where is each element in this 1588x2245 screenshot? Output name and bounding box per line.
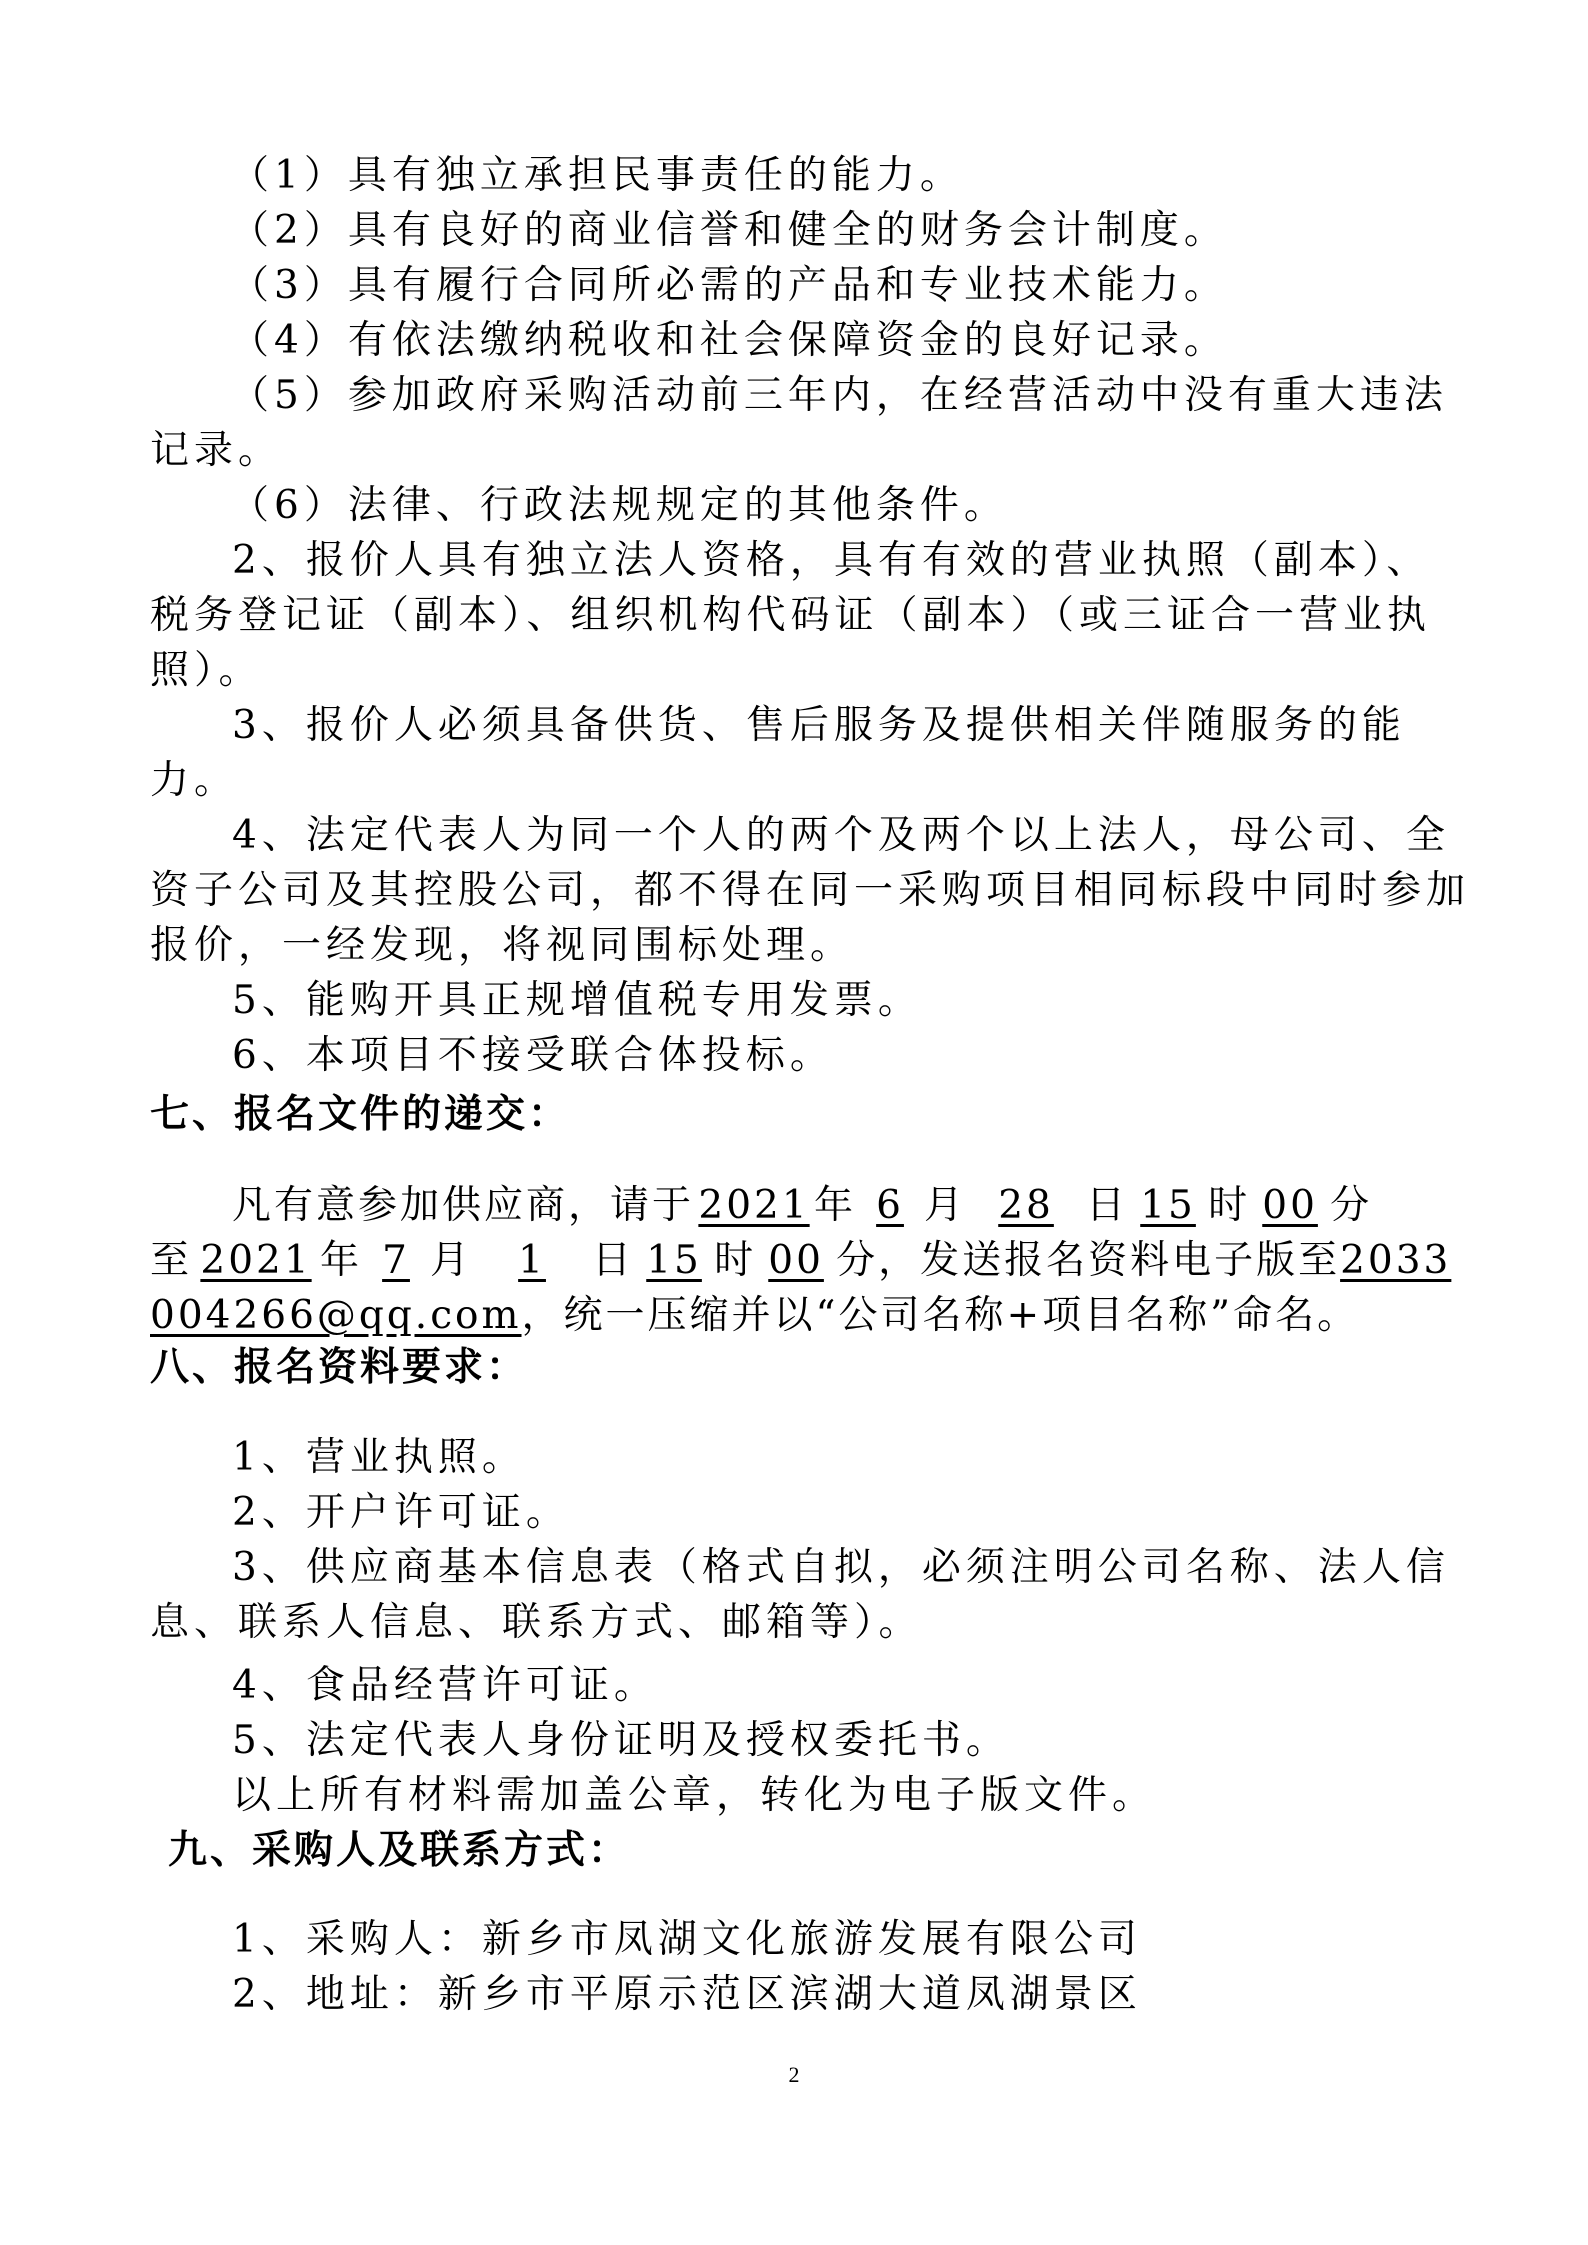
end-hour: 15: [646, 1238, 702, 1283]
item-4-line-2: 资子公司及其控股公司，都不得在同一采购项目相同标段中同时参加: [150, 868, 1471, 913]
hour-label-2: 时: [714, 1238, 757, 1283]
month-label: 月: [924, 1183, 967, 1228]
sec7-tail: ，统一压缩并以“公司名称+项目名称”命名。: [521, 1293, 1360, 1338]
req-note: 以上所有材料需加盖公章，转化为电子版文件。: [232, 1773, 1157, 1818]
day-label-2: 日: [592, 1238, 635, 1283]
qual-3: （3）具有履行合同所必需的产品和专业技术能力。: [230, 263, 1228, 308]
qual-4: （4）有依法缴纳税收和社会保障资金的良好记录。: [230, 318, 1228, 363]
end-year: 2021: [200, 1238, 312, 1283]
start-minute: 00: [1262, 1183, 1318, 1228]
end-month: 7: [382, 1238, 410, 1283]
month-label-2: 月: [430, 1238, 473, 1283]
req-3-line-2: 息、联系人信息、联系方式、邮箱等）。: [150, 1600, 923, 1645]
page-number: 2: [788, 2062, 800, 2087]
sec7-line-3: [0, 1288, 1588, 1344]
contact-1: 1、采购人：新乡市凤湖文化旅游发展有限公司: [232, 1917, 1142, 1962]
start-month: 6: [876, 1183, 904, 1228]
qual-5: （5）参加政府采购活动前三年内，在经营活动中没有重大违法: [230, 373, 1448, 418]
item-6: 6、本项目不接受联合体投标。: [232, 1033, 834, 1078]
item-2-line-1: 2、报价人具有独立法人资格，具有有效的营业执照（副本）、: [232, 538, 1431, 583]
end-day: 1: [518, 1238, 546, 1283]
email-link-part-2[interactable]: 004266@qq.com: [150, 1293, 522, 1338]
req-2: 2、开户许可证。: [232, 1490, 570, 1535]
start-year: 2021: [698, 1183, 810, 1228]
qual-6: （6）法律、行政法规规定的其他条件。: [230, 483, 1008, 528]
req-5: 5、法定代表人身份证明及授权委托书。: [232, 1718, 1010, 1763]
item-5: 5、能购开具正规增值税专用发票。: [232, 978, 922, 1023]
section-7-heading: 七、报名文件的递交：: [150, 1092, 571, 1137]
start-day: 28: [998, 1183, 1054, 1228]
item-3-line-1: 3、报价人必须具备供货、售后服务及提供相关伴随服务的能: [232, 703, 1406, 748]
item-4-line-3: 报价，一经发现，将视同围标处理。: [150, 923, 855, 968]
item-2-line-2: 税务登记证（副本）、组织机构代码证（副本）（或三证合一营业执: [150, 593, 1432, 638]
minute-label: 分: [1330, 1183, 1373, 1228]
req-1: 1、营业执照。: [232, 1435, 526, 1480]
qual-1: （1）具有独立承担民事责任的能力。: [230, 153, 964, 198]
to-label: 至: [150, 1238, 193, 1283]
day-label: 日: [1086, 1183, 1129, 1228]
item-2-line-3: 照）。: [150, 648, 263, 693]
year-label: 年: [814, 1183, 857, 1228]
sec7-line-1: [0, 1178, 1588, 1234]
contact-2: 2、地址：新乡市平原示范区滨湖大道凤湖景区: [232, 1972, 1142, 2017]
section-8-heading: 八、报名资料要求：: [150, 1345, 529, 1390]
qual-2: （2）具有良好的商业信誉和健全的财务会计制度。: [230, 208, 1228, 253]
end-minute: 00: [768, 1238, 824, 1283]
section-9-heading: 九、采购人及联系方式：: [168, 1828, 631, 1873]
start-hour: 15: [1140, 1183, 1196, 1228]
year-label-2: 年: [320, 1238, 363, 1283]
item-4-line-1: 4、法定代表人为同一个人的两个及两个以上法人，母公司、全: [232, 813, 1450, 858]
sec7-intro: 凡有意参加供应商，请于: [232, 1183, 695, 1228]
qual-5-cont: 记录。: [150, 428, 283, 473]
sec7-line-2: [0, 1233, 1588, 1289]
hour-label: 时: [1208, 1183, 1251, 1228]
req-4: 4、食品经营许可证。: [232, 1663, 658, 1708]
req-3-line-1: 3、供应商基本信息表（格式自拟，必须注明公司名称、法人信: [232, 1545, 1450, 1590]
send-text: 分，发送报名资料电子版至: [836, 1238, 1341, 1283]
item-3-line-2: 力。: [150, 758, 239, 803]
email-link-part-1[interactable]: 2033: [1340, 1238, 1452, 1283]
